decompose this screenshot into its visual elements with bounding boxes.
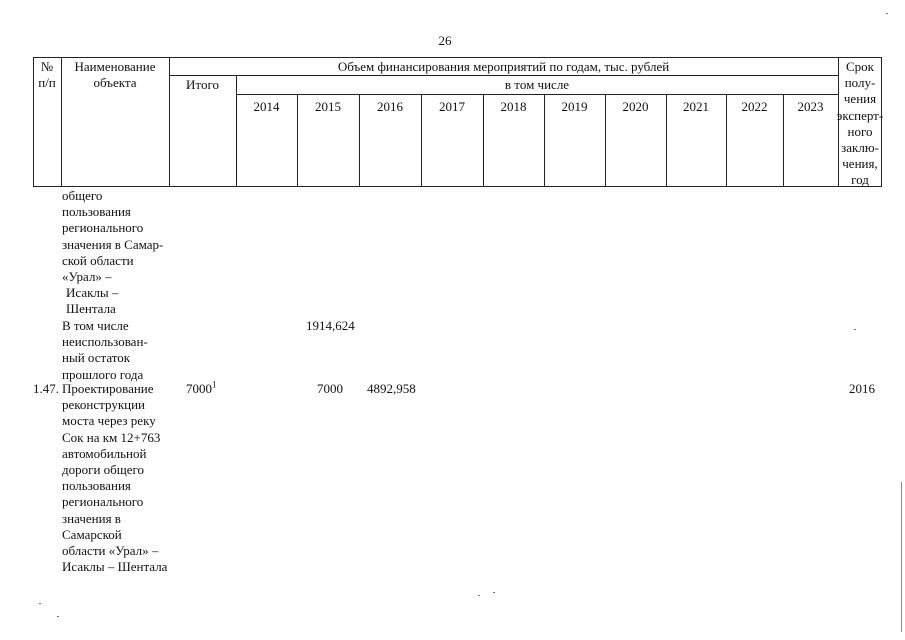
header-year-2021: 2021 — [683, 99, 709, 114]
row-name-line: дороги общего — [62, 462, 145, 478]
row-total: 7000$^1$ — [186, 379, 217, 396]
row-name-line: «Урал» – — [62, 269, 112, 285]
footnote-mark: 1 — [212, 379, 217, 390]
header-year-2017: 2017 — [439, 99, 465, 114]
row-name-line: ный остаток — [62, 350, 131, 366]
row-name-line: Самарской — [62, 526, 122, 542]
header-year-2022: 2022 — [741, 99, 768, 114]
row-term: 2016 — [849, 381, 875, 396]
row-name-line: пользования — [62, 478, 131, 494]
header-total: Итого — [186, 77, 219, 92]
page-number: 26 — [438, 33, 452, 48]
row-name-line: области «Урал» – — [62, 543, 159, 559]
row-name-line: ской области — [62, 252, 134, 268]
row-name-line: Исаклы – Шентала — [62, 559, 168, 575]
header-year-2018: 2018 — [500, 99, 527, 114]
row-name-line: общего — [62, 188, 103, 203]
row-name-line: В том числе — [62, 318, 129, 333]
table-row — [62, 188, 174, 318]
row-name-line: регионального — [62, 494, 144, 510]
row-name-line: прошлого года — [62, 366, 144, 382]
header-year-2020: 2020 — [622, 99, 649, 114]
row-value-2015: 7000 — [317, 381, 343, 396]
row-name-line: автомобильной — [62, 445, 147, 461]
row-name-line: Шентала — [66, 301, 116, 317]
row-number: 1.47. — [33, 381, 59, 396]
table-row — [62, 318, 174, 383]
header-year-2014: 2014 — [253, 99, 280, 114]
header-term: Срок полу- чения эксперт- ного заклю- чения, год — [836, 59, 884, 188]
header-year-2019: 2019 — [561, 99, 588, 114]
row-name-line: моста через реку — [62, 413, 156, 429]
header-year-2016: 2016 — [377, 99, 403, 114]
header-year-2023: 2023 — [797, 99, 824, 114]
row-name-line: неиспользован- — [62, 334, 148, 350]
row-name-line: Сок на км 12+763 — [62, 429, 161, 445]
table-row — [62, 381, 174, 575]
row-name-line: значения в — [62, 510, 121, 526]
header-funding: Объем финансирования мероприятий по годам, тыс. рублей — [337, 59, 670, 74]
row-value-2015: 1914,624 — [306, 318, 355, 333]
header-year-2015: 2015 — [315, 99, 341, 114]
row-name-line: Исаклы – — [66, 285, 119, 301]
row-name-line: Проектирование — [62, 381, 154, 396]
row-name-line: регионального — [62, 220, 144, 236]
header-name: Наименование объекта — [74, 59, 156, 90]
header-including: в том числе — [504, 77, 570, 92]
row-name-line: пользования — [62, 204, 131, 220]
row-name-line: реконструкции — [62, 397, 146, 413]
row-name-line: значения в Самар- — [62, 236, 164, 252]
row-value-2016: 4892,958 — [367, 381, 416, 396]
header-num: № п/п — [38, 59, 56, 90]
